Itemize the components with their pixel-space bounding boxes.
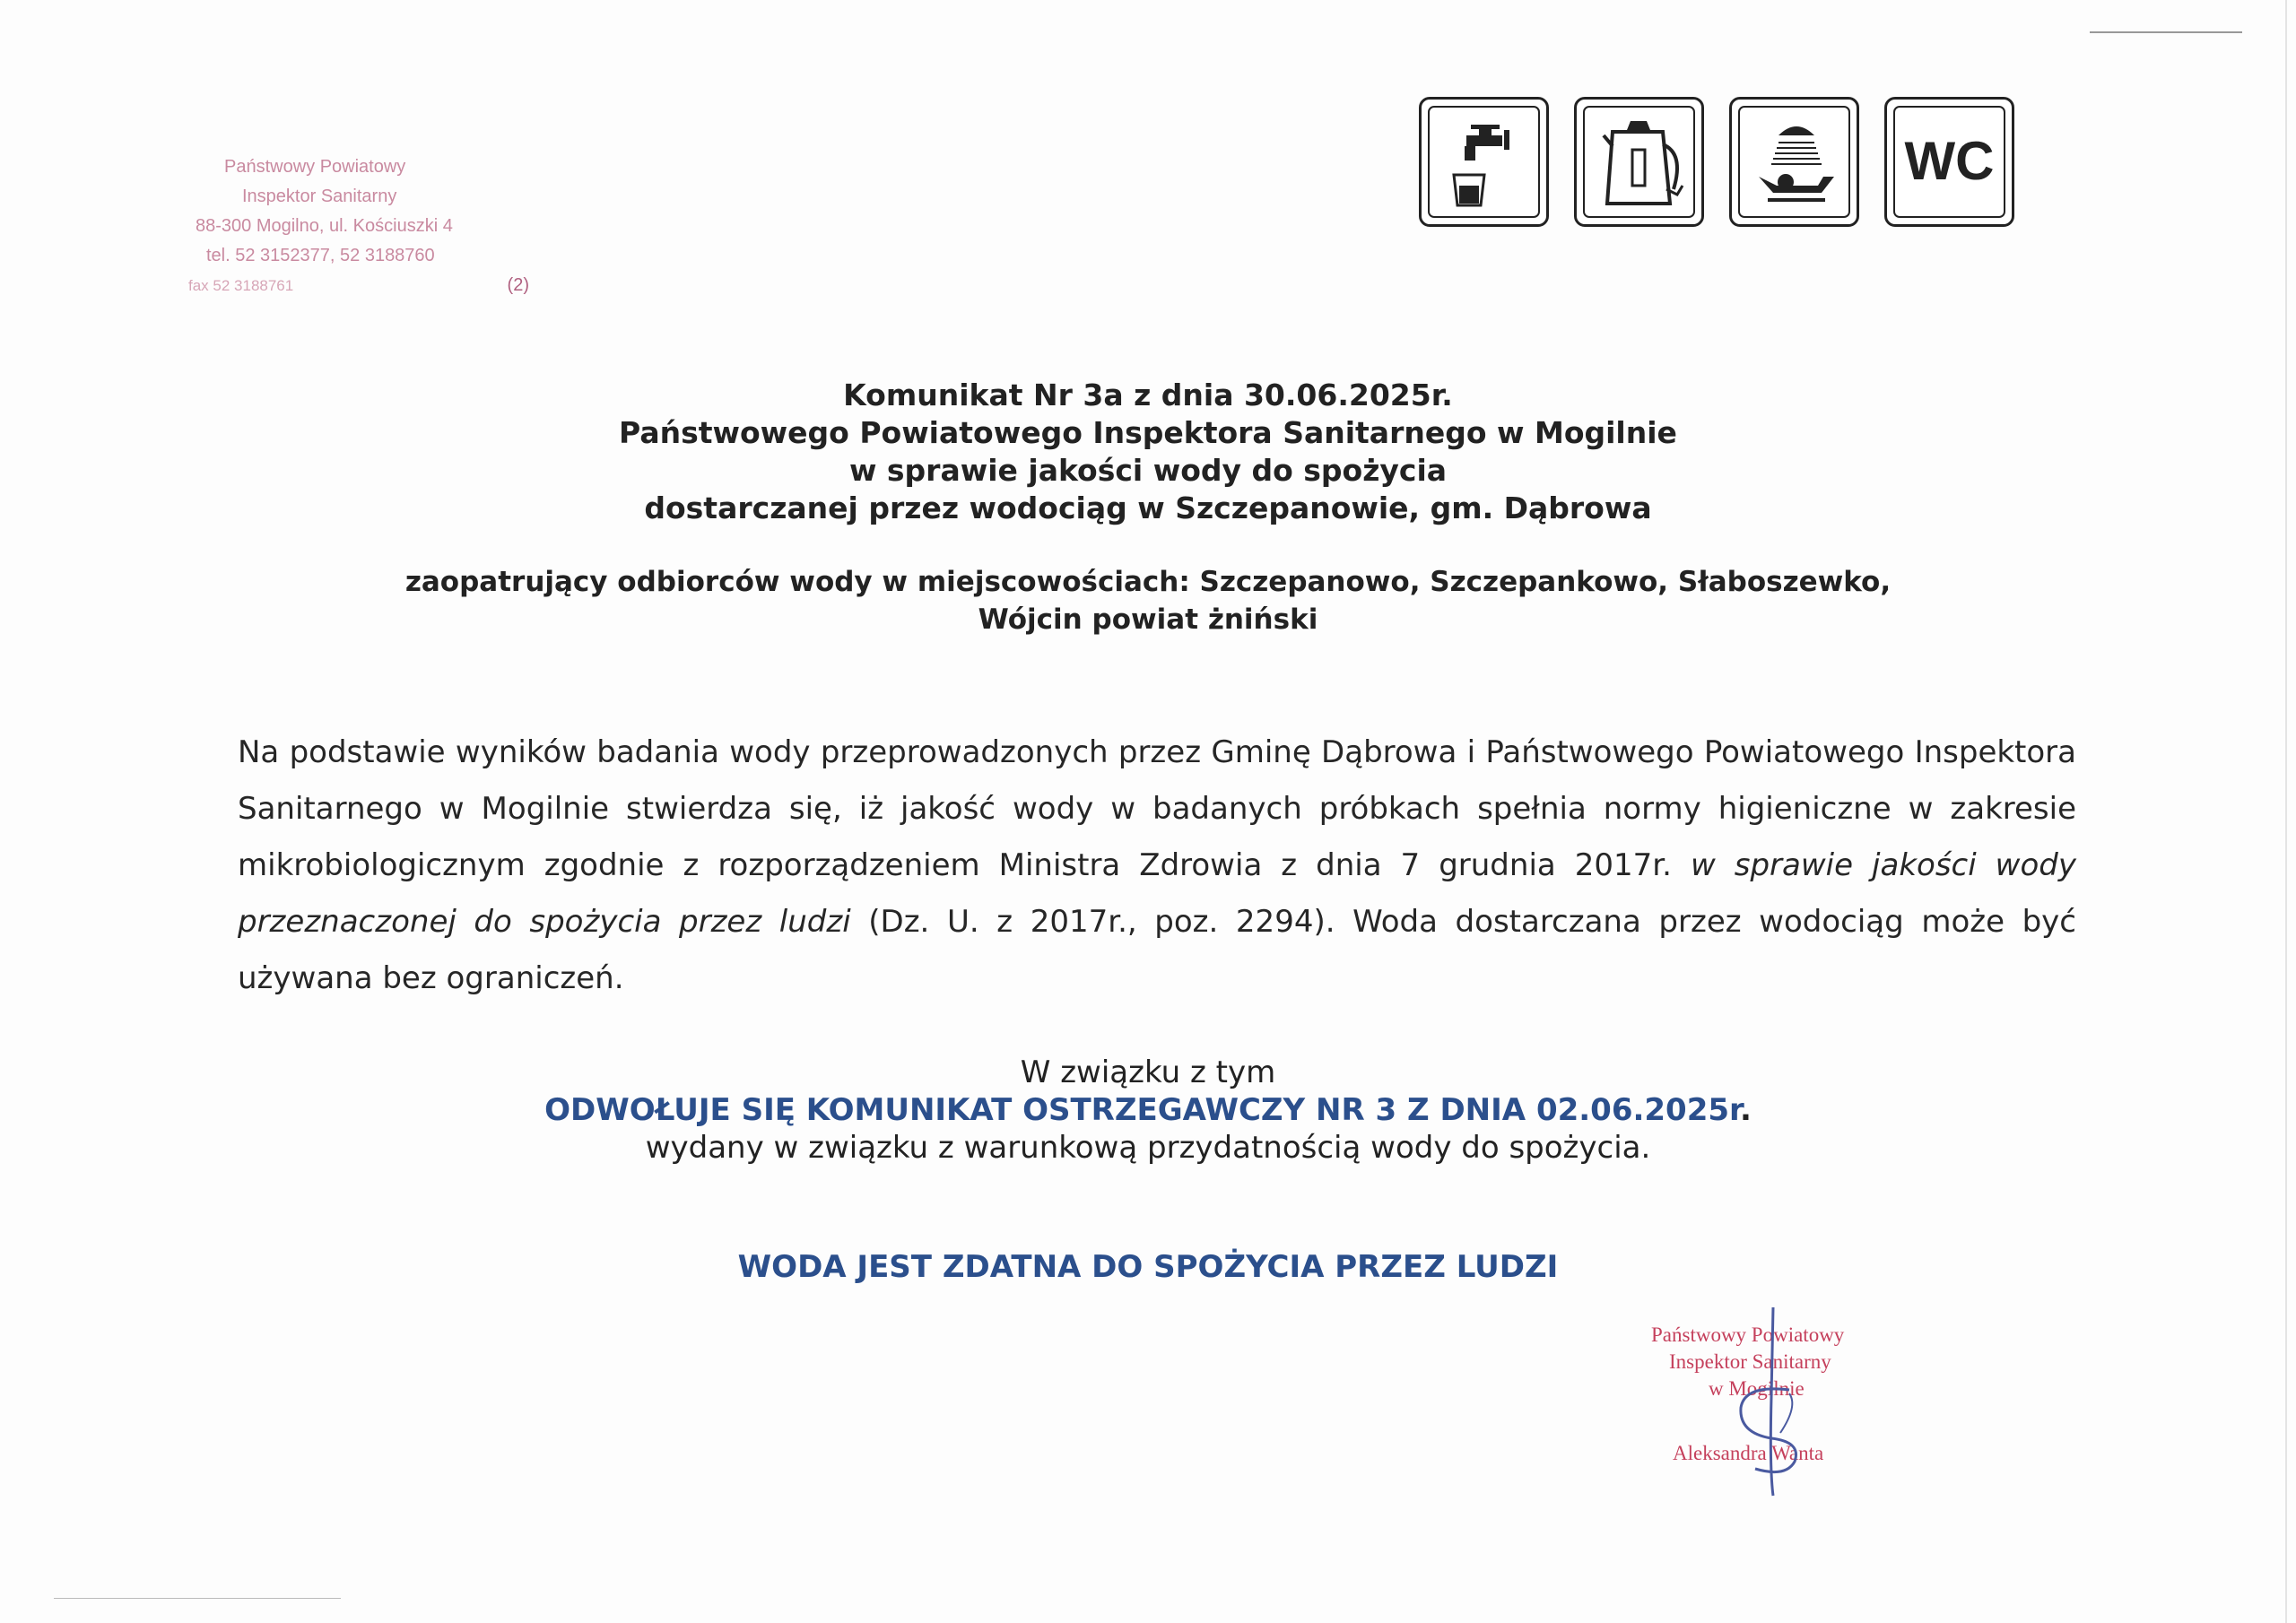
title-line-3: w sprawie jakości wody do spożycia (848, 453, 1448, 488)
notice-intro: W związku z tym (1020, 1055, 1276, 1090)
copy-number: (2) (507, 275, 529, 295)
kettle-icon (1574, 97, 1704, 227)
stamp-line-2: Inspektor Sanitarny (242, 187, 397, 206)
stamp-address: 88-300 Mogilno, ul. Kościuszki 4 (196, 216, 453, 236)
subtitle-line-2: Wójcin powiat żniński (978, 603, 1318, 636)
tap-water-icon (1419, 97, 1549, 227)
signature-line-2: Inspektor Sanitarny (1669, 1350, 1831, 1373)
notice-highlight: ODWOŁUJE SIĘ KOMUNIKAT OSTRZEGAWCZY NR 3 Z DNIA 02.06.2025r (544, 1092, 1740, 1128)
subtitle (0, 563, 2296, 638)
body-part-2: (Dz. U. z 2017r., poz. 2294). Woda dostarczana przez wodociąg może być używana bez ograniczeń. (238, 904, 2077, 996)
final-statement: WODA JEST ZDATNA DO SPOŻYCIA PRZEZ LUDZI (737, 1249, 1559, 1285)
revocation-notice (0, 1054, 2296, 1167)
signature-stamp (1637, 1307, 1906, 1505)
body-paragraph (238, 725, 2076, 1007)
stamp-line-1: Państwowy Powiatowy (224, 157, 406, 177)
title-line-2: Państwowego Powiatowego Inspektora Sanitarnego w Mogilnie (619, 415, 1677, 450)
stamp-fax-row (188, 271, 529, 300)
signature-line-3: w Mogilnie (1709, 1377, 1805, 1400)
stamp-fax: fax 52 3188761 (188, 277, 294, 294)
title-line-1: Komunikat Nr 3a z dnia 30.06.2025r. (843, 378, 1453, 412)
title-line-4: dostarczanej przez wodociąg w Szczepanowie, gm. Dąbrowa (644, 490, 1652, 525)
wc-icon (1884, 97, 2014, 227)
handwritten-signature (1637, 1307, 1906, 1505)
body-part-1: Na podstawie wyników badania wody przeprowadzonych przez Gminę Dąbrowa i Państwowego Powiatowego Inspektora Sanitarnego w Mogilnie stwierdza się, iż jakość wody w badanych próbkach spełnia normy higieniczne w zakresie mikrobiologicznym zgodnie z rozporządzeniem Ministra Zdrowia z dnia 7 grudnia 2017r. (238, 734, 2076, 883)
signature-line-1: Państwowy Powiatowy (1651, 1324, 1845, 1346)
notice-highlight-end: . (1739, 1092, 1752, 1128)
signature-line-4: Aleksandra Wanta (1673, 1442, 1824, 1464)
body-italic: w sprawie jakości wody przeznaczonej do spożycia przez ludzi (238, 847, 2076, 940)
shower-bath-icon (1729, 97, 1859, 227)
wc-label: WC (1904, 131, 1995, 191)
top-divider (2090, 31, 2242, 33)
office-stamp (188, 152, 547, 300)
subtitle-line-1: zaopatrujący odbiorców wody w miejscowościach: Szczepanowo, Szczepankowo, Słaboszewko, (404, 566, 1892, 598)
bottom-divider (54, 1598, 341, 1599)
stamp-phone: tel. 52 3152377, 52 3188760 (206, 246, 435, 265)
notice-outro: wydany w związku z warunkową przydatnością wody do spożycia. (645, 1130, 1651, 1166)
page-title (0, 377, 2296, 527)
page-edge (2285, 0, 2287, 1623)
